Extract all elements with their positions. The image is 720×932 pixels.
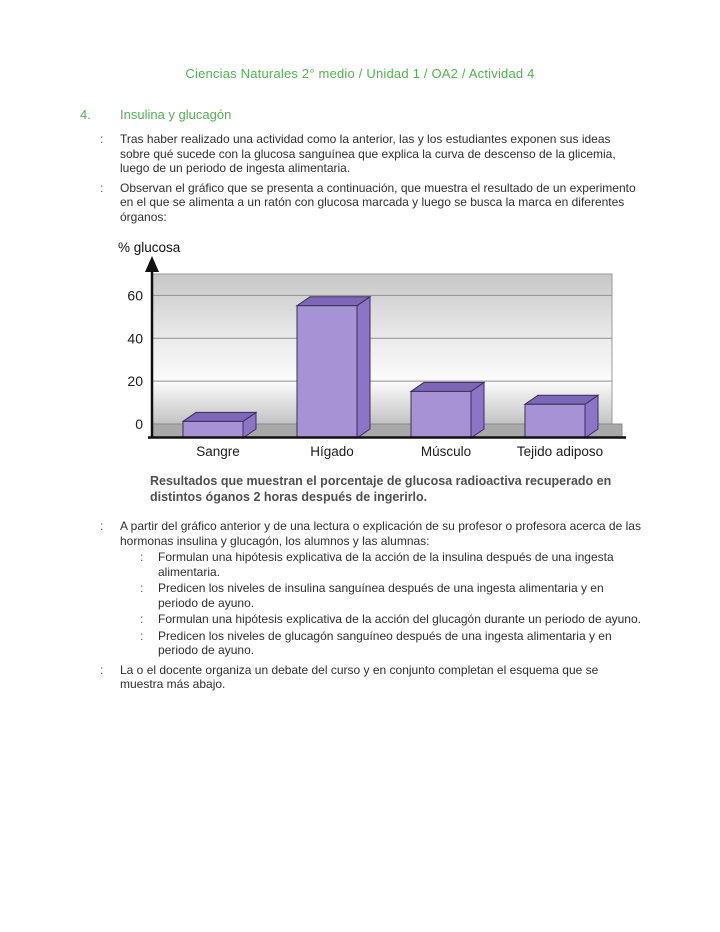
- sub-bullet-item-1: [140, 550, 642, 579]
- paragraph-graph-intro: Observan el gráfico que se presenta a continuación, que muestra el resultado de un experimento en el que se alimenta a un ratón con glucosa marcada y luego se busca la marca en diferentes órganos:: [120, 180, 636, 224]
- y-axis-arrowhead: [145, 256, 159, 272]
- bar-Sangre: [183, 421, 243, 438]
- y-tick-label-40: 40: [127, 330, 143, 347]
- activity-heading: [80, 107, 720, 122]
- sub-item-glucagon-hypothesis: Formulan una hipótesis explicativa de la acción del glucagón durante un periodo de ayuno.: [158, 612, 641, 626]
- x-category-label-Tejido adiposo: Tejido adiposo: [516, 444, 604, 459]
- bullet-marker: :: [100, 519, 104, 533]
- activity-title: Insulina y glucagón: [120, 107, 232, 122]
- y-tick-label-60: 60: [127, 287, 143, 304]
- paragraph-activity-intro: Tras haber realizado una actividad como la anterior, las y los estudiantes exponen sus ideas sobre qué sucede con la glucosa sanguínea que explica la curva de descenso de la glicemia, luego de un periodo de ingesta alimentaria.: [120, 132, 616, 175]
- glucose-bar-chart: [112, 236, 642, 505]
- sub-bullet-item-4: [140, 629, 642, 658]
- bar-top-Sangre: [183, 412, 256, 421]
- document-header: Ciencias Naturales 2° medio / Unidad 1 / OA2 / Actividad 4: [185, 66, 535, 81]
- bullet-marker: :: [100, 180, 104, 195]
- bar-top-Tejido adiposo: [525, 395, 598, 404]
- bullet-item-2: [100, 181, 642, 225]
- paragraph-tasks-intro: A partir del gráfico anterior y de una lectura o explicación de su profesor o profesora acerca de las hormonas insulina y glucagón, los alumnos y las alumnas:: [120, 519, 641, 548]
- bar-Tejido adiposo: [525, 404, 585, 438]
- sub-item-insulin-levels: Predicen los niveles de insulina sanguínea después de una ingesta alimentaria y en periodo de ayuno.: [158, 581, 604, 610]
- paragraph-debate: La o el docente organiza un debate del curso y en conjunto completan el esquema que se muestra más abajo.: [120, 662, 599, 691]
- content: [0, 132, 720, 692]
- sub-bullet-item-3: [140, 612, 642, 627]
- bar-side-Músculo: [471, 382, 484, 438]
- bullet-item-1: [100, 132, 642, 176]
- bullet-marker: :: [140, 612, 144, 626]
- bar-Músculo: [411, 391, 471, 438]
- y-axis-label: % glucosa: [118, 240, 181, 255]
- chart-canvas: [112, 236, 632, 468]
- bar-top-Hígado: [297, 297, 370, 306]
- x-category-label-Sangre: Sangre: [196, 444, 240, 459]
- x-category-label-Músculo: Músculo: [420, 444, 472, 459]
- sub-item-glucagon-levels: Predicen los niveles de glucagón sanguíneo después de una ingesta alimentaria y en periodo de ayuno.: [158, 628, 612, 657]
- y-tick-label-0: 0: [135, 416, 143, 432]
- bullet-marker: :: [140, 581, 144, 595]
- activity-number: 4.: [80, 107, 91, 122]
- bar-Hígado: [297, 306, 357, 438]
- bullet-item-4: [100, 663, 642, 692]
- bullet-marker: :: [140, 628, 144, 643]
- bullet-marker: :: [100, 662, 104, 677]
- bullet-marker: :: [100, 132, 104, 146]
- sub-item-insulin-hypothesis: Formulan una hipótesis explicativa de la acción de la insulina después de una ingesta alimentaria.: [158, 550, 614, 579]
- x-category-label-Hígado: Hígado: [310, 444, 354, 459]
- bar-side-Hígado: [357, 297, 370, 438]
- bullet-item-3: [100, 519, 642, 548]
- bullet-marker: :: [140, 550, 144, 564]
- sub-bullet-item-2: [140, 581, 642, 610]
- chart-caption: Resultados que muestran el porcentaje de glucosa radioactiva recuperado en distintos óganos 2 horas después de ingerirlo.: [150, 474, 612, 504]
- bar-top-Músculo: [411, 382, 484, 391]
- y-tick-label-20: 20: [127, 373, 143, 390]
